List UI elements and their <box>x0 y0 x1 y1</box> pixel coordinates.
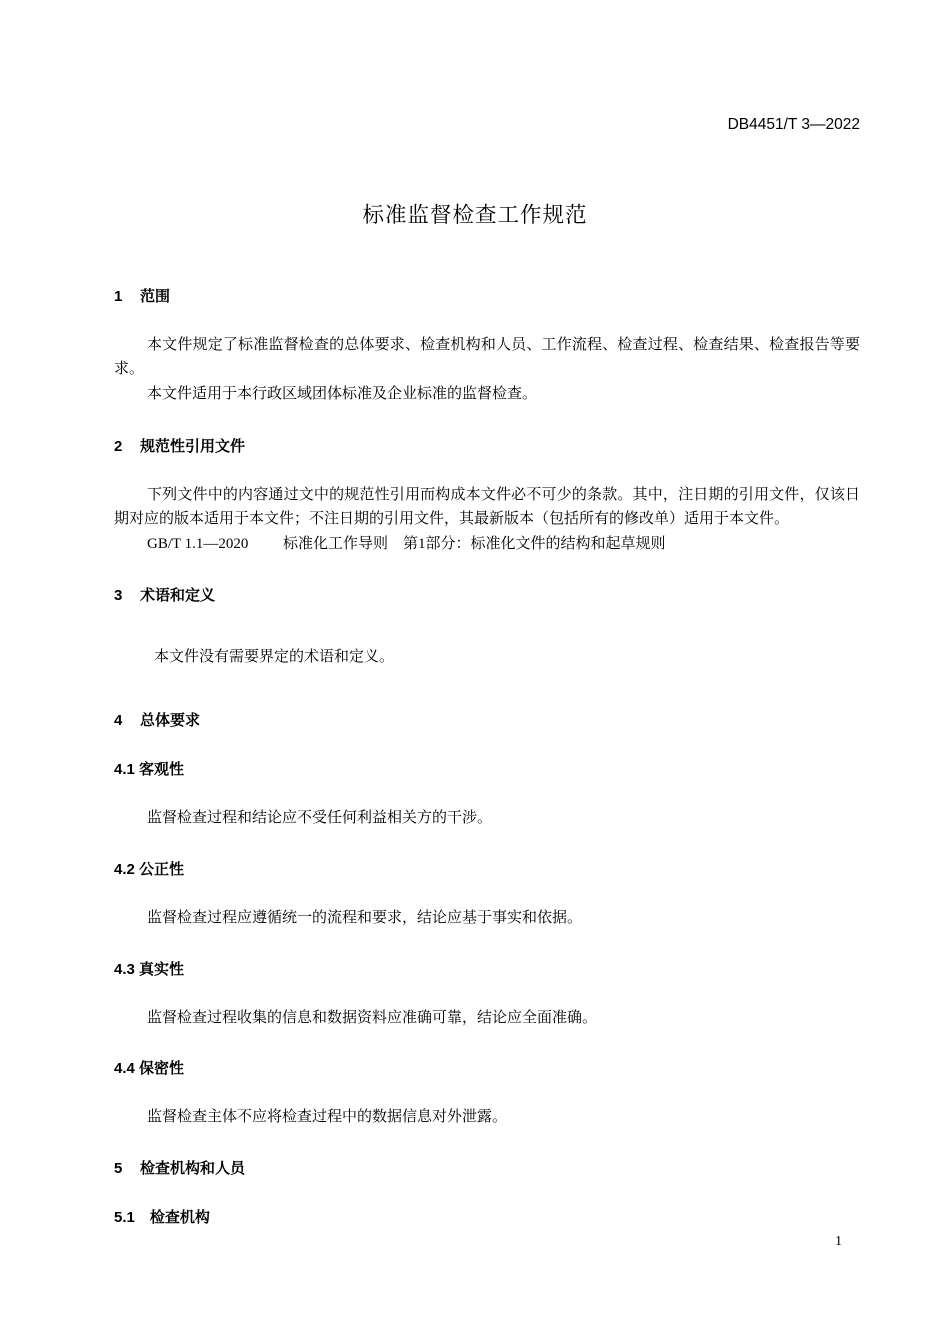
subsection-4-4-heading: 4.4 保密性 <box>114 1060 185 1077</box>
reference-code: GB/T 1.1—2020 <box>147 536 249 552</box>
document-title: 标准监督检查工作规范 <box>362 203 588 227</box>
subsection-4-3-text: 监督检查过程收集的信息和数据资料应准确可靠，结论应全面准确。 <box>147 1010 598 1026</box>
section-1-paragraph-1: 本文件规定了标准监督检查的总体要求、检查机构和人员、工作流程、检查过程、检查结果、检查报告等要求。 <box>114 337 860 377</box>
normative-reference <box>147 532 666 556</box>
subsection-4-1-heading: 4.1 客观性 <box>114 761 185 778</box>
section-number: 1 <box>114 288 123 305</box>
page-number: 1 <box>835 1234 842 1249</box>
section-number: 5 <box>114 1160 123 1177</box>
subsection-4-1-text: 监督检查过程和结论应不受任何利益相关方的干涉。 <box>147 810 493 826</box>
section-title: 规范性引用文件 <box>140 438 246 455</box>
subsection-4-3-heading: 4.3 真实性 <box>114 961 185 978</box>
section-3-heading <box>114 584 215 605</box>
section-title: 范围 <box>140 288 171 305</box>
section-number: 2 <box>114 438 123 455</box>
section-title: 总体要求 <box>140 712 201 729</box>
section-number: 3 <box>114 587 123 604</box>
subsection-4-4-text: 监督检查主体不应将检查过程中的数据信息对外泄露。 <box>147 1109 508 1125</box>
section-2-paragraph-1: 下列文件中的内容通过文中的规范性引用而构成本文件必不可少的条款。其中，注日期的引用文件，仅该日期对应的版本适用于本文件；不注日期的引用文件，其最新版本（包括所有的修改单）适用于本文件。 <box>114 487 860 527</box>
section-number: 4 <box>114 712 123 729</box>
section-5-heading <box>114 1157 245 1178</box>
section-2-heading <box>114 435 245 456</box>
section-3-paragraph-1: 本文件没有需要界定的术语和定义。 <box>154 649 395 665</box>
subsection-5-1-heading: 5.1 检查机构 <box>114 1209 210 1226</box>
subsection-4-2-heading: 4.2 公正性 <box>114 861 185 878</box>
section-4-heading <box>114 709 200 730</box>
section-title: 检查机构和人员 <box>140 1160 246 1177</box>
reference-title: 标准化工作导则 第1部分：标准化文件的结构和起草规则 <box>283 536 666 552</box>
standard-code: DB4451/T 3—2022 <box>727 116 860 133</box>
section-1-paragraph-2: 本文件适用于本行政区域团体标准及企业标准的监督检查。 <box>147 386 538 402</box>
subsection-4-2-text: 监督检查过程应遵循统一的流程和要求，结论应基于事实和依据。 <box>147 910 583 926</box>
section-title: 术语和定义 <box>140 587 216 604</box>
section-1-heading <box>114 285 170 306</box>
